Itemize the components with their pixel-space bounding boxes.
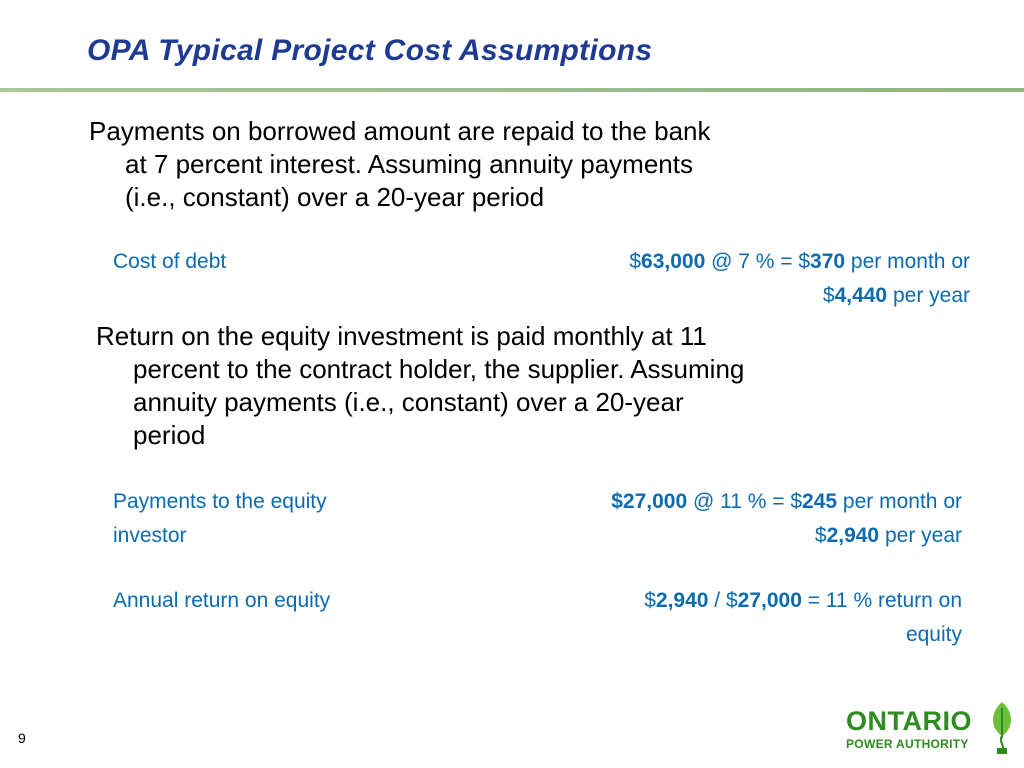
equity-principal: $27,000: [611, 490, 688, 513]
paragraph-debt: [89, 115, 711, 214]
roe-calc-line1: [644, 584, 962, 618]
debt-calc-line1: [629, 245, 970, 279]
roe-denominator: 27,000: [737, 589, 802, 612]
text: per year: [887, 284, 970, 307]
ontario-power-authority-logo: [840, 698, 1020, 762]
paragraph-line: percent to the contract holder, the supplier. Assuming: [133, 354, 745, 384]
paragraph-line: Payments on borrowed amount are repaid to the bank: [89, 116, 711, 146]
text: per month or: [837, 490, 962, 513]
logo-subtitle: POWER AUTHORITY: [846, 737, 969, 751]
slide-title: OPA Typical Project Cost Assumptions: [87, 34, 653, 67]
text: $: [822, 284, 835, 307]
text: / $: [708, 589, 738, 612]
page-number: 9: [18, 730, 26, 746]
text: @ 11 % = $: [687, 490, 803, 513]
logo-wordmark: ONTARIO: [846, 706, 972, 736]
debt-annual: 4,440: [834, 284, 888, 307]
paragraph-line: period: [133, 420, 206, 450]
equity-label-line2: investor: [113, 524, 187, 547]
debt-monthly: 370: [810, 250, 846, 273]
roe-label: Annual return on equity: [113, 589, 331, 612]
text: per year: [879, 524, 962, 547]
equity-annual: 2,940: [826, 524, 880, 547]
title-rule: [0, 88, 1024, 92]
text: $: [629, 250, 642, 273]
paragraph-line: annuity payments (i.e., constant) over a 20-year: [133, 387, 684, 417]
paragraph-equity: [96, 320, 744, 452]
roe-calc-line2: equity: [905, 623, 962, 646]
text: @ 7 % = $: [705, 250, 811, 273]
text: $: [814, 524, 827, 547]
debt-principal: 63,000: [641, 250, 706, 273]
paragraph-line: Return on the equity investment is paid monthly at 11: [96, 321, 707, 351]
equity-calc-line2: [815, 519, 962, 553]
debt-label: Cost of debt: [113, 250, 227, 273]
equity-calc-line1: [611, 485, 962, 519]
paragraph-line: (i.e., constant) over a 20-year period: [125, 182, 545, 212]
debt-calc-line2: [823, 279, 970, 313]
roe-numerator: 2,940: [655, 589, 709, 612]
text: = 11 % return on: [801, 589, 962, 612]
equity-label-line1: Payments to the equity: [113, 490, 327, 513]
equity-monthly: 245: [802, 490, 838, 513]
leaf-plug-icon: [986, 698, 1018, 758]
text: $: [644, 589, 656, 612]
text: per month or: [845, 250, 970, 273]
paragraph-line: at 7 percent interest. Assuming annuity payments: [125, 149, 693, 179]
